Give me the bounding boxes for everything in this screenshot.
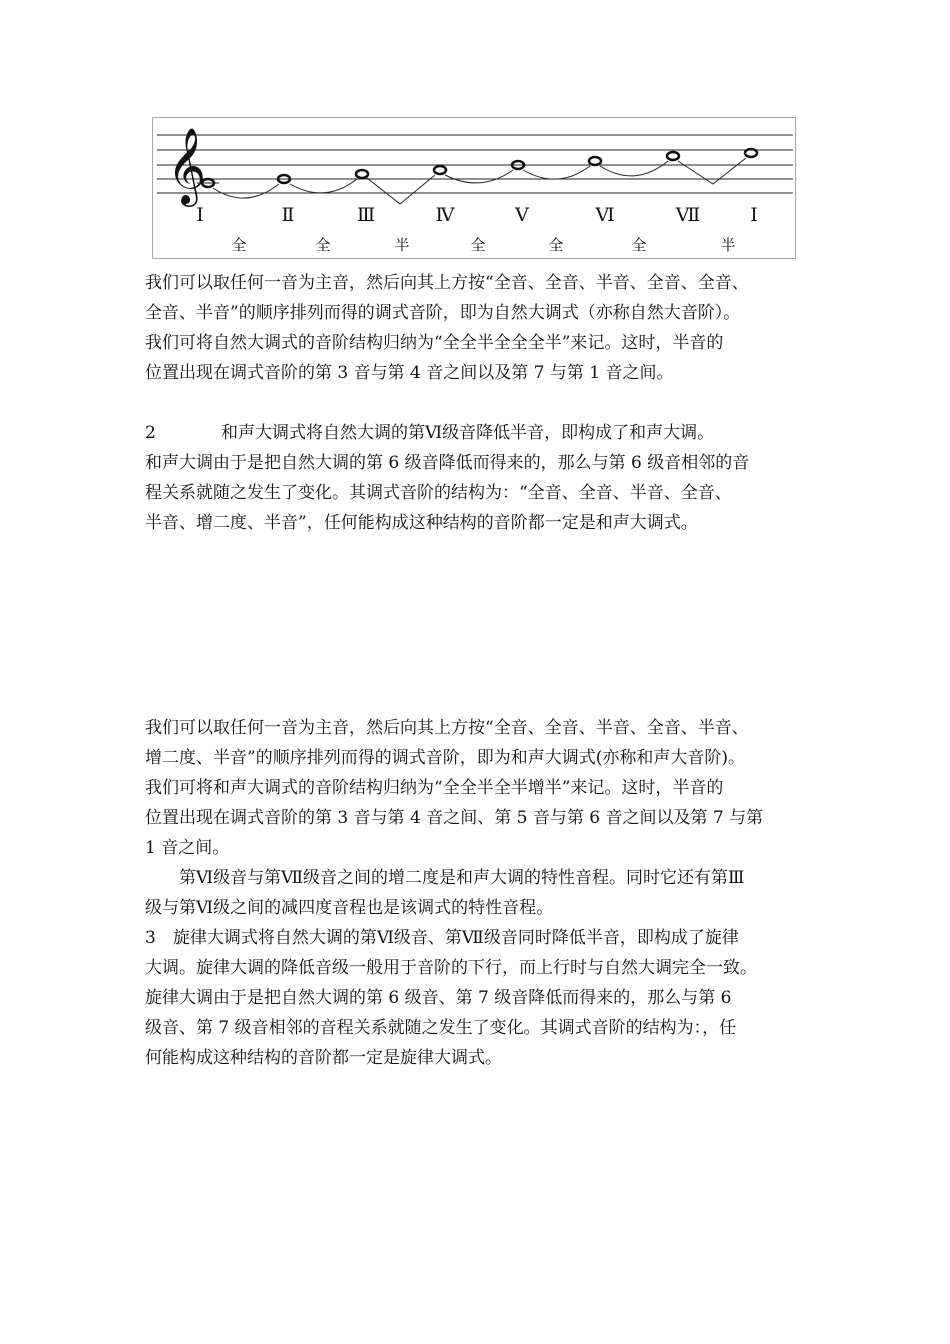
section-number: 2 bbox=[145, 423, 156, 443]
text-line: 半音、增二度、半音”，任何能构成这种结构的音阶都一定是和声大调式。 bbox=[145, 513, 698, 533]
arc-whole-4 bbox=[523, 166, 590, 179]
text-line: 级与第Ⅵ级之间的减四度音程也是该调式的特性音程。 bbox=[145, 898, 554, 918]
arc-whole-3 bbox=[445, 170, 513, 183]
paragraph-melodic-major bbox=[145, 923, 815, 1073]
text-line: 和声大调由于是把自然大调的第 6 级音降低而得来的，那么与第 6 级音相邻的音 bbox=[145, 453, 750, 473]
degree-4: Ⅳ bbox=[435, 204, 455, 226]
degree-3: Ⅲ bbox=[356, 204, 376, 226]
scale-figure bbox=[152, 117, 796, 259]
text-line: 1 音之间。 bbox=[145, 838, 230, 858]
section-2-heading bbox=[145, 418, 714, 448]
text-line: 我们可以取任何一音为主音，然后向其上方按“全音、全音、半音、全音、半音、 bbox=[145, 718, 749, 738]
step-1: 全 bbox=[231, 236, 247, 254]
staff-svg bbox=[153, 118, 797, 260]
text-line: 程关系就随之发生了变化。其调式音阶的结构为：“全音、全音、半音、全音、 bbox=[145, 483, 732, 503]
arc-whole-1 bbox=[213, 184, 279, 198]
text-line: 全音、半音”的顺序排列而得的调式音阶，即为自然大调式（亦称自然大音阶）。 bbox=[145, 303, 741, 323]
paragraph-harmonic-major-intro bbox=[145, 448, 815, 538]
text-line: 位置出现在调式音阶的第 3 音与第 4 音之间、第 5 音与第 6 音之间以及第 7 与第 bbox=[145, 808, 764, 828]
note-b bbox=[667, 152, 679, 160]
degree-7: Ⅶ bbox=[675, 204, 701, 226]
v-half-2 bbox=[678, 158, 746, 184]
text-line: 第Ⅵ级音与第Ⅶ级音之间的增二度是和声大调的特性音程。同时它还有第Ⅲ bbox=[145, 868, 745, 888]
text-line: 增二度、半音”的顺序排列而得的调式音阶，即为和声大调式(亦称和声大音阶)。 bbox=[145, 748, 745, 768]
text-line: 旋律大调由于是把自然大调的第 6 级音、第 7 级音降低而得来的，那么与第 6 bbox=[145, 988, 732, 1008]
section-heading-text: 和声大调式将自然大调的第Ⅵ级音降低半音，即构成了和声大调。 bbox=[221, 423, 715, 443]
text-line: 3 旋律大调式将自然大调的第Ⅵ级音、第Ⅶ级音同时降低半音，即构成了旋律 bbox=[145, 928, 739, 948]
text-line: 级音、第 7 级音相邻的音程关系就随之发生了变化。其调式音阶的结构为：，任 bbox=[145, 1018, 737, 1038]
step-3: 半 bbox=[394, 236, 410, 254]
degree-5: Ⅴ bbox=[515, 204, 529, 226]
text-line: 我们可以取任何一音为主音，然后向其上方按“全音、全音、半音、全音、全音、 bbox=[145, 273, 749, 293]
paragraph-characteristic-interval bbox=[145, 863, 815, 923]
note-e bbox=[356, 170, 368, 178]
notes bbox=[202, 149, 757, 187]
note-c2 bbox=[745, 149, 757, 157]
step-2: 全 bbox=[315, 236, 331, 254]
paragraph-harmonic-major bbox=[145, 713, 815, 863]
arc-whole-5 bbox=[600, 161, 668, 176]
text-line: 何能构成这种结构的音阶都一定是旋律大调式。 bbox=[145, 1048, 502, 1068]
degree-2: Ⅱ bbox=[281, 204, 295, 226]
note-f bbox=[434, 166, 446, 174]
step-4: 全 bbox=[470, 236, 486, 254]
degree-6: Ⅵ bbox=[595, 204, 615, 226]
step-6: 全 bbox=[631, 236, 647, 254]
text-line: 大调。旋律大调的降低音级一般用于音阶的下行，而上行时与自然大调完全一致。 bbox=[145, 958, 757, 978]
degree-8: Ⅰ bbox=[750, 204, 758, 226]
staff-lines bbox=[157, 135, 793, 193]
degree-1: Ⅰ bbox=[196, 204, 204, 226]
step-7: 半 bbox=[720, 236, 736, 254]
arc-whole-2 bbox=[290, 179, 357, 193]
text-line: 我们可将和声大调式的音阶结构归纳为“全全半全半增半”来记。这时，半音的 bbox=[145, 778, 724, 798]
step-5: 全 bbox=[548, 236, 564, 254]
text-line: 我们可将自然大调式的音阶结构归纳为“全全半全全全半”来记。这时，半音的 bbox=[145, 333, 724, 353]
paragraph-natural-major bbox=[145, 268, 815, 388]
text-line: 位置出现在调式音阶的第 3 音与第 4 音之间以及第 7 与第 1 音之间。 bbox=[145, 363, 674, 383]
note-a bbox=[589, 157, 601, 165]
treble-clef-icon: 𝄞 bbox=[167, 127, 207, 204]
